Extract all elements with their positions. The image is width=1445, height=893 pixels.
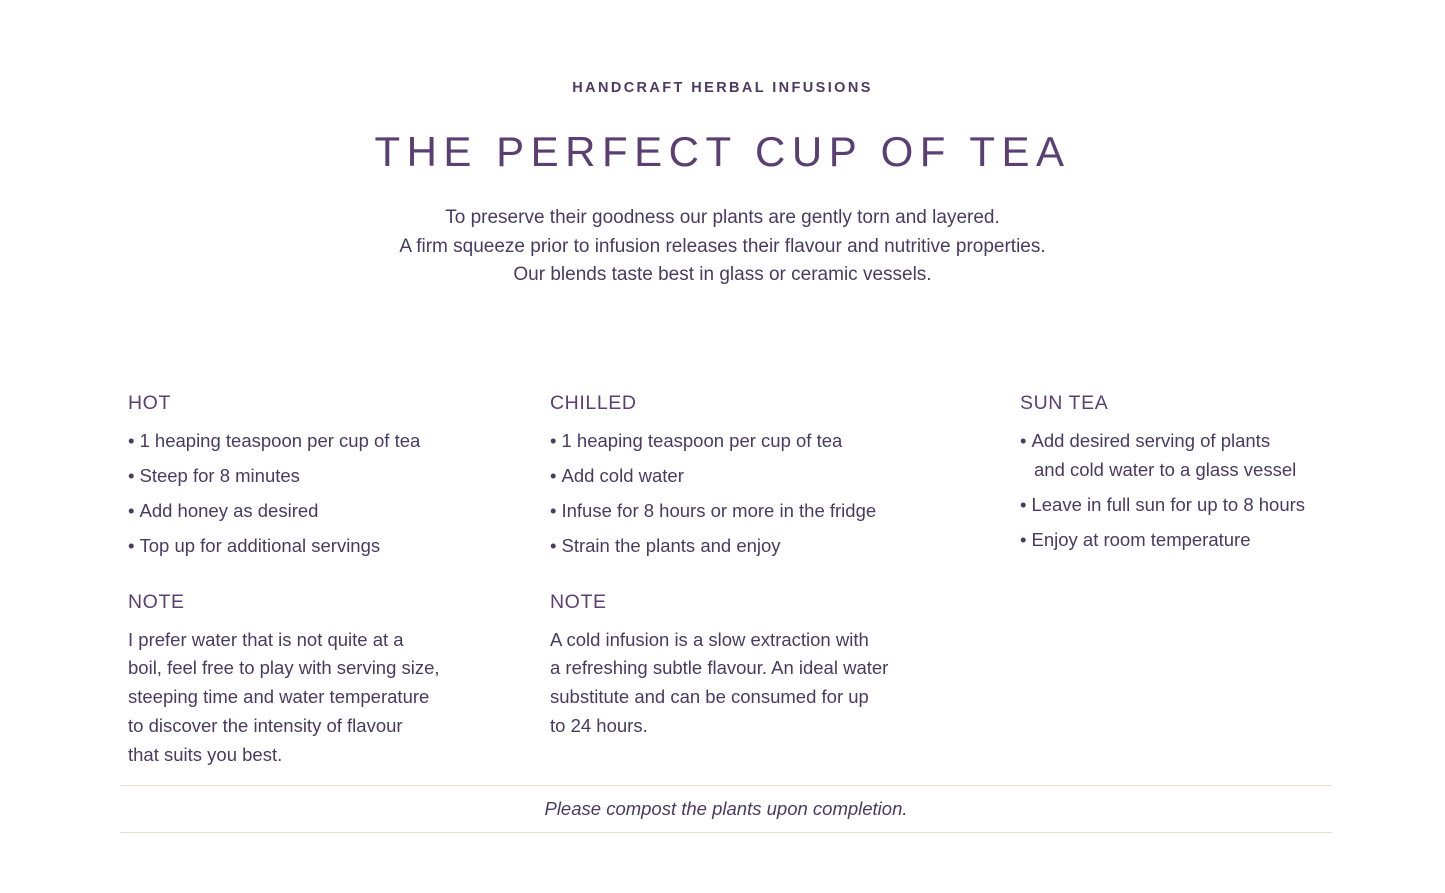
bullet-icon: • [128,500,135,521]
footer-note [120,785,1332,833]
column-chilled-note-text [550,626,1020,741]
list-item [128,497,550,526]
step-text: Infuse for 8 hours or more in the fridge [561,500,877,521]
list-item [550,427,1020,456]
step-text: Top up for additional servings [139,535,381,556]
intro-line-2: A firm squeeze prior to infusion releases their flavour and nutritive properties. [399,235,1046,257]
list-item [550,497,1020,526]
step-text: Steep for 8 minutes [139,465,300,486]
list-item [1020,526,1333,555]
step-text: Add honey as desired [139,500,319,521]
intro-line-1: To preserve their goodness our plants are gently torn and layered. [445,207,1000,229]
step-text: Add desired serving of plants [1031,430,1271,451]
column-hot-note-heading: NOTE [128,590,185,613]
note-line: boil, feel free to play with serving size, [128,657,440,679]
column-sun-tea-heading: SUN TEA [1020,392,1109,414]
column-hot [128,392,550,769]
note-line: to discover the intensity of flavour [128,714,403,736]
column-chilled-note-heading: NOTE [550,590,607,613]
note-line: substitute and can be consumed for up [550,686,869,708]
eyebrow-label: HANDCRAFT HERBAL INFUSIONS [572,80,873,96]
list-item [1020,427,1333,484]
bullet-icon: • [128,430,135,451]
step-text: Enjoy at room temperature [1031,528,1251,550]
intro-line-3: Our blends taste best in glass or ceramic vessels. [513,264,932,286]
column-hot-heading: HOT [128,392,171,414]
list-item [128,532,550,561]
note-line: that suits you best. [128,743,283,765]
list-item [1020,491,1333,520]
column-chilled-steps [550,427,1020,561]
footer-note-text: Please compost the plants upon completion. [544,798,908,819]
bullet-icon: • [550,430,557,451]
recipe-card [0,80,1445,893]
step-text: Strain the plants and enjoy [561,535,781,556]
step-text: Add cold water [561,465,684,486]
column-hot-note-text [128,626,550,770]
note-line: a refreshing subtle flavour. An ideal water [550,657,889,679]
note-line: I prefer water that is not quite at a [128,628,404,650]
bullet-icon: • [1020,493,1027,515]
list-item [550,532,1020,561]
step-text: 1 heaping teaspoon per cup of tea [561,430,843,451]
column-chilled [550,392,1020,769]
bullet-icon: • [550,465,557,486]
bullet-icon: • [1020,430,1027,451]
note-line: A cold infusion is a slow extraction with [550,628,869,650]
bullet-icon: • [1020,528,1027,550]
bullet-icon: • [128,535,135,556]
intro-paragraph [0,204,1445,290]
bullet-icon: • [550,500,557,521]
page-title: THE PERFECT CUP OF TEA [374,128,1071,175]
instruction-columns [128,392,1333,769]
column-sun-tea-steps [1020,427,1333,554]
column-chilled-heading: CHILLED [550,392,637,414]
list-item [128,462,550,491]
list-item [550,462,1020,491]
bullet-icon: • [550,535,557,556]
note-line: to 24 hours. [550,714,648,736]
column-hot-steps [128,427,550,561]
bullet-icon: • [128,465,135,486]
step-text: Leave in full sun for up to 8 hours [1031,493,1306,515]
note-line: steeping time and water temperature [128,686,430,708]
list-item [128,427,550,456]
step-text-continuation: and cold water to a glass vessel [1034,458,1297,480]
column-sun-tea [1020,392,1333,769]
step-text: 1 heaping teaspoon per cup of tea [139,430,421,451]
